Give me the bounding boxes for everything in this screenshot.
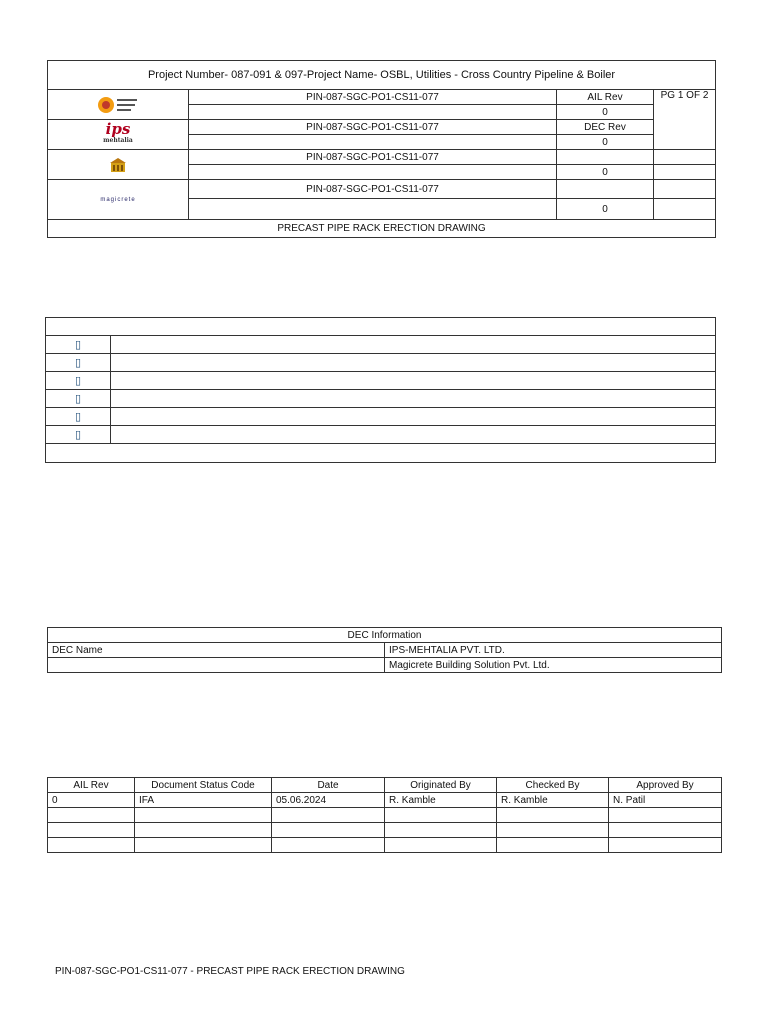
revision-header-row — [48, 778, 722, 793]
col-header: Document Status Code — [135, 778, 272, 793]
checkbox-icon[interactable]: ▯ — [46, 336, 111, 354]
dec-name-label: DEC Name — [48, 643, 385, 658]
doc-number: PIN-087-SGC-PO1-CS11-077 — [189, 180, 557, 199]
drawing-title: PRECAST PIPE RACK ERECTION DRAWING — [48, 220, 716, 238]
table-row — [48, 838, 722, 853]
aarti-logo-icon — [97, 93, 139, 117]
ail-rev-label: AIL Rev — [557, 90, 654, 105]
col-header: Originated By — [385, 778, 497, 793]
checklist-row — [46, 354, 716, 372]
checklist-row — [46, 372, 716, 390]
checklist-row — [46, 390, 716, 408]
dec-info-title: DEC Information — [48, 628, 722, 643]
rev4-value: 0 — [557, 199, 654, 220]
checkbox-icon[interactable]: ▯ — [46, 408, 111, 426]
col-header: AIL Rev — [48, 778, 135, 793]
checklist-table — [45, 317, 716, 463]
page-number: PG 1 OF 2 — [654, 90, 716, 150]
checklist-row — [46, 336, 716, 354]
ail-rev-value: 0 — [557, 105, 654, 120]
magicrete-logo: magicrete — [100, 196, 136, 203]
checkbox-icon[interactable]: ▯ — [46, 354, 111, 372]
dec-company-1: IPS-MEHTALIA PVT. LTD. — [385, 643, 722, 658]
dec-rev-value: 0 — [557, 135, 654, 150]
rev3-value: 0 — [557, 165, 654, 180]
aarti-logo — [52, 93, 184, 117]
col-header: Approved By — [609, 778, 722, 793]
table-row — [48, 808, 722, 823]
building-icon — [52, 157, 184, 173]
dec-info-table — [47, 627, 722, 673]
table-row: 0 IFA 05.06.2024 R. Kamble R. Kamble N. Patil — [48, 793, 722, 808]
dec-company-2: Magicrete Building Solution Pvt. Ltd. — [385, 658, 722, 673]
checkbox-icon[interactable]: ▯ — [46, 372, 111, 390]
checkbox-icon[interactable]: ▯ — [46, 426, 111, 444]
project-title: Project Number- 087-091 & 097-Project Name- OSBL, Utilities - Cross Country Pipeline & Boiler — [48, 61, 716, 90]
revision-table — [47, 777, 722, 853]
dec-rev-label: DEC Rev — [557, 120, 654, 135]
doc-number: PIN-087-SGC-PO1-CS11-077 — [189, 150, 557, 165]
col-header: Date — [272, 778, 385, 793]
doc-number: PIN-087-SGC-PO1-CS11-077 — [189, 120, 557, 135]
building-logo-cell — [48, 150, 189, 180]
ips-logo: ips mehtalia — [103, 119, 133, 144]
doc-number: PIN-087-SGC-PO1-CS11-077 — [189, 90, 557, 105]
aarti-logo-cell — [48, 90, 189, 120]
page-footer: PIN-087-SGC-PO1-CS11-077 - PRECAST PIPE RACK ERECTION DRAWING — [55, 966, 405, 977]
checkbox-icon[interactable]: ▯ — [46, 390, 111, 408]
header-table — [47, 60, 716, 238]
ips-logo-cell — [48, 120, 189, 150]
checklist-row — [46, 426, 716, 444]
magicrete-logo-cell — [48, 180, 189, 220]
table-row — [48, 823, 722, 838]
col-header: Checked By — [497, 778, 609, 793]
checklist-row — [46, 408, 716, 426]
